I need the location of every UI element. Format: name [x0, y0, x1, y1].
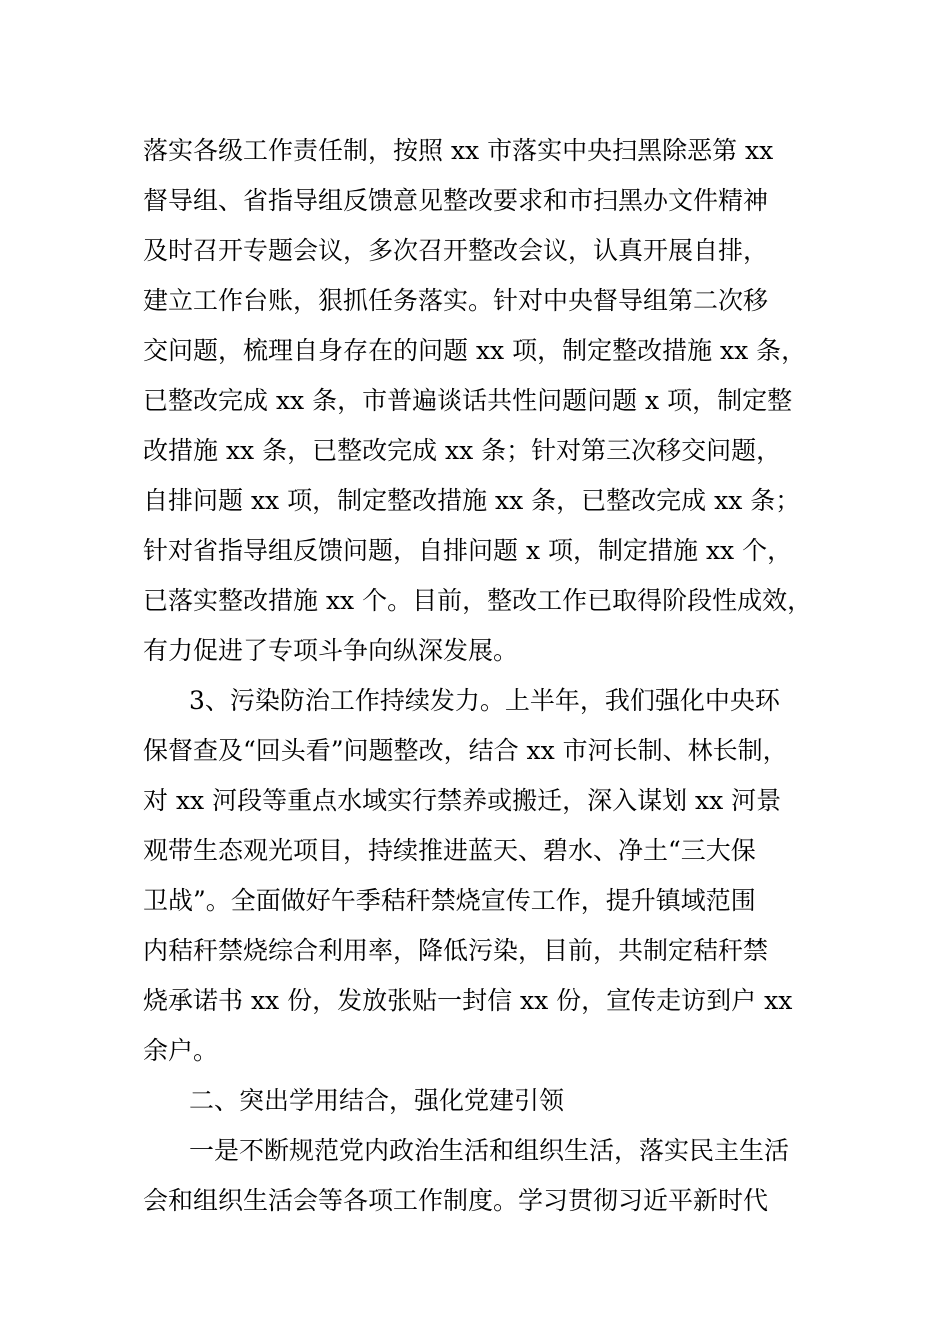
- text-line: 落实各级工作责任制，按照 xx 市落实中央扫黑除恶第 xx: [143, 136, 774, 165]
- text-line: 余户。: [143, 1036, 219, 1065]
- text-line: 改措施 xx 条，已整改完成 xx 条；针对第三次移交问题，: [143, 436, 782, 465]
- paragraph-start-line: 3、污染防治工作持续发力。上半年，我们强化中央环: [189, 686, 780, 715]
- text-line: 建立工作台账，狠抓任务落实。针对中央督导组第二次移: [143, 286, 769, 315]
- document-body: [143, 126, 823, 1226]
- text-line: 针对省指导组反馈问题，自排问题 x 项，制定措施 xx 个，: [143, 536, 793, 565]
- section-heading: 二、突出学用结合，强化党建引领: [189, 1086, 565, 1115]
- text-line: 烧承诺书 xx 份，发放张贴一封信 xx 份，宣传走访到户 xx: [143, 986, 793, 1015]
- text-line: 已落实整改措施 xx 个。目前，整改工作已取得阶段性成效，: [143, 586, 813, 615]
- text-line: 交问题，梳理自身存在的问题 xx 项，制定整改措施 xx 条，: [143, 336, 807, 365]
- text-line: 对 xx 河段等重点水域实行禁养或搬迁，深入谋划 xx 河景: [143, 786, 782, 815]
- text-line: 有力促进了专项斗争向纵深发展。: [143, 636, 519, 665]
- text-line: 内秸秆禁烧综合利用率，降低污染，目前，共制定秸秆禁: [143, 936, 769, 965]
- text-line: 及时召开专题会议，多次召开整改会议，认真开展自排，: [143, 236, 769, 265]
- text-line: 卫战”。全面做好午季秸秆禁烧宣传工作，提升镇域范围: [143, 886, 756, 915]
- text-line: 保督查及“回头看”问题整改，结合 xx 市河长制、林长制，: [143, 736, 788, 765]
- paragraph-start-line: 一是不断规范党内政治生活和组织生活，落实民主生活: [189, 1136, 790, 1165]
- text-line: 督导组、省指导组反馈意见整改要求和市扫黑办文件精神: [143, 186, 769, 215]
- text-line: 已整改完成 xx 条，市普遍谈话共性问题问题 x 项，制定整: [143, 386, 793, 415]
- text-line: 自排问题 xx 项，制定整改措施 xx 条，已整改完成 xx 条；: [143, 486, 801, 515]
- text-line: 观带生态观光项目，持续推进蓝天、碧水、净土“三大保: [143, 836, 756, 865]
- text-line: 会和组织生活会等各项工作制度。学习贯彻习近平新时代: [143, 1186, 769, 1215]
